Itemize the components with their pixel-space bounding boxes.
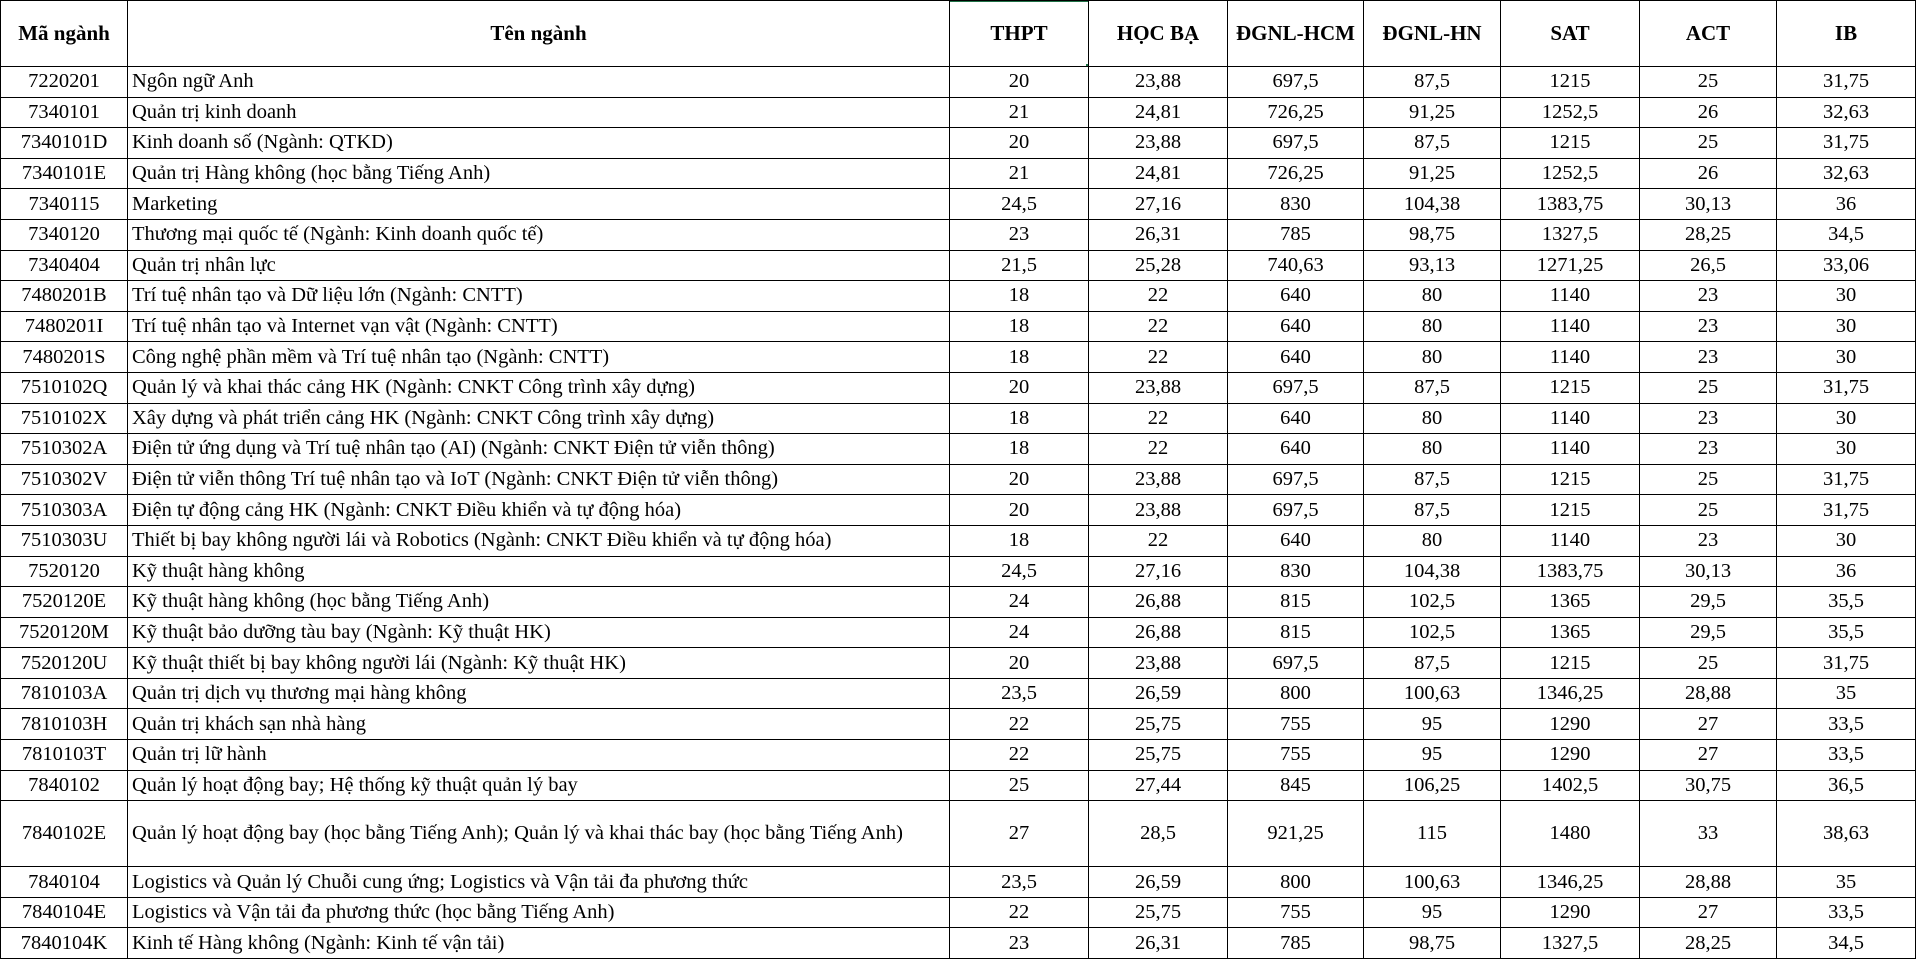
major-name-cell[interactable]: Logistics và Quản lý Chuỗi cung ứng; Logistics và Vận tải đa phương thức [128, 867, 950, 898]
dgnl-hcm-score-cell[interactable]: 726,25 [1228, 158, 1364, 189]
table-row [1, 464, 1916, 495]
thpt-score-cell[interactable]: 21,5 [950, 250, 1089, 281]
major-code-cell[interactable]: 7520120M [1, 617, 128, 648]
major-name-cell[interactable]: Quản trị lữ hành [128, 740, 950, 771]
dgnl-hcm-score-cell[interactable]: 845 [1228, 770, 1364, 801]
major-name-cell[interactable]: Kỹ thuật hàng không (học bằng Tiếng Anh) [128, 587, 950, 618]
dgnl-hn-score-cell[interactable]: 87,5 [1364, 464, 1501, 495]
act-score-cell[interactable]: 30,13 [1640, 189, 1777, 220]
thpt-score-cell[interactable]: 24 [950, 587, 1089, 618]
sat-score-cell[interactable]: 1365 [1501, 617, 1640, 648]
hoc-ba-score-cell[interactable]: 24,81 [1089, 158, 1228, 189]
thpt-score-cell[interactable]: 20 [950, 648, 1089, 679]
ib-score-cell[interactable]: 34,5 [1777, 219, 1916, 250]
ib-score-cell[interactable]: 35 [1777, 867, 1916, 898]
sat-score-cell[interactable]: 1290 [1501, 709, 1640, 740]
major-code-cell[interactable]: 7510303U [1, 525, 128, 556]
act-score-cell[interactable]: 23 [1640, 403, 1777, 434]
major-code-cell[interactable]: 7520120E [1, 587, 128, 618]
major-code-cell[interactable]: 7480201I [1, 311, 128, 342]
act-score-cell[interactable]: 25 [1640, 67, 1777, 98]
table-row [1, 770, 1916, 801]
act-score-cell[interactable]: 25 [1640, 495, 1777, 526]
act-score-cell[interactable]: 26,5 [1640, 250, 1777, 281]
major-name-cell[interactable]: Ngôn ngữ Anh [128, 67, 950, 98]
hoc-ba-score-cell[interactable]: 22 [1089, 434, 1228, 465]
ib-score-cell[interactable]: 30 [1777, 525, 1916, 556]
thpt-score-cell[interactable]: 21 [950, 158, 1089, 189]
table-row [1, 342, 1916, 373]
hoc-ba-score-cell[interactable]: 23,88 [1089, 464, 1228, 495]
major-name-cell[interactable]: Xây dựng và phát triển cảng HK (Ngành: CNKT Công trình xây dựng) [128, 403, 950, 434]
dgnl-hn-score-cell[interactable]: 98,75 [1364, 928, 1501, 959]
hoc-ba-score-cell[interactable]: 23,88 [1089, 648, 1228, 679]
act-score-cell[interactable]: 23 [1640, 342, 1777, 373]
dgnl-hn-score-cell[interactable]: 104,38 [1364, 189, 1501, 220]
table-row [1, 372, 1916, 403]
ib-score-cell[interactable]: 30 [1777, 281, 1916, 312]
header-ib[interactable]: IB [1777, 1, 1916, 67]
sat-score-cell[interactable]: 1215 [1501, 372, 1640, 403]
sat-score-cell[interactable]: 1215 [1501, 128, 1640, 159]
thpt-score-cell[interactable]: 25 [950, 770, 1089, 801]
sat-score-cell[interactable]: 1290 [1501, 740, 1640, 771]
table-row [1, 928, 1916, 959]
major-code-cell[interactable]: 7840104 [1, 867, 128, 898]
dgnl-hcm-score-cell[interactable]: 755 [1228, 709, 1364, 740]
table-body [1, 67, 1916, 959]
table-row [1, 250, 1916, 281]
sat-score-cell[interactable]: 1215 [1501, 495, 1640, 526]
ib-score-cell[interactable]: 36 [1777, 189, 1916, 220]
sat-score-cell[interactable]: 1140 [1501, 342, 1640, 373]
dgnl-hn-score-cell[interactable]: 102,5 [1364, 587, 1501, 618]
major-name-cell[interactable]: Kinh tế Hàng không (Ngành: Kinh tế vận tải) [128, 928, 950, 959]
table-row [1, 525, 1916, 556]
major-name-cell[interactable]: Quản trị kinh doanh [128, 97, 950, 128]
dgnl-hn-score-cell[interactable]: 80 [1364, 281, 1501, 312]
act-score-cell[interactable]: 25 [1640, 648, 1777, 679]
sat-score-cell[interactable]: 1365 [1501, 587, 1640, 618]
major-code-cell[interactable]: 7810103T [1, 740, 128, 771]
table-row [1, 311, 1916, 342]
act-score-cell[interactable]: 26 [1640, 97, 1777, 128]
hoc-ba-score-cell[interactable]: 27,16 [1089, 189, 1228, 220]
dgnl-hn-score-cell[interactable]: 87,5 [1364, 495, 1501, 526]
dgnl-hcm-score-cell[interactable]: 815 [1228, 587, 1364, 618]
dgnl-hcm-score-cell[interactable]: 640 [1228, 342, 1364, 373]
ib-score-cell[interactable]: 38,63 [1777, 801, 1916, 867]
major-name-cell[interactable]: Logistics và Vận tải đa phương thức (học bằng Tiếng Anh) [128, 897, 950, 928]
table-row [1, 495, 1916, 526]
act-score-cell[interactable]: 28,25 [1640, 928, 1777, 959]
sat-score-cell[interactable]: 1383,75 [1501, 189, 1640, 220]
major-code-cell[interactable]: 7510102Q [1, 372, 128, 403]
sat-score-cell[interactable]: 1140 [1501, 311, 1640, 342]
hoc-ba-score-cell[interactable]: 28,5 [1089, 801, 1228, 867]
act-score-cell[interactable]: 30,13 [1640, 556, 1777, 587]
dgnl-hn-score-cell[interactable]: 102,5 [1364, 617, 1501, 648]
act-score-cell[interactable]: 33 [1640, 801, 1777, 867]
ib-score-cell[interactable]: 34,5 [1777, 928, 1916, 959]
hoc-ba-score-cell[interactable]: 23,88 [1089, 495, 1228, 526]
dgnl-hn-score-cell[interactable]: 80 [1364, 434, 1501, 465]
sat-score-cell[interactable]: 1290 [1501, 897, 1640, 928]
hoc-ba-score-cell[interactable]: 22 [1089, 403, 1228, 434]
dgnl-hcm-score-cell[interactable]: 640 [1228, 525, 1364, 556]
dgnl-hcm-score-cell[interactable]: 830 [1228, 189, 1364, 220]
major-code-cell[interactable]: 7810103A [1, 678, 128, 709]
thpt-score-cell[interactable]: 23 [950, 928, 1089, 959]
hoc-ba-score-cell[interactable]: 26,31 [1089, 219, 1228, 250]
ib-score-cell[interactable]: 36,5 [1777, 770, 1916, 801]
hoc-ba-score-cell[interactable]: 26,88 [1089, 587, 1228, 618]
header-act[interactable]: ACT [1640, 1, 1777, 67]
hoc-ba-score-cell[interactable]: 22 [1089, 281, 1228, 312]
sat-score-cell[interactable]: 1140 [1501, 403, 1640, 434]
thpt-score-cell[interactable]: 22 [950, 897, 1089, 928]
thpt-score-cell[interactable]: 18 [950, 342, 1089, 373]
table-row [1, 434, 1916, 465]
dgnl-hn-score-cell[interactable]: 106,25 [1364, 770, 1501, 801]
major-name-cell[interactable]: Trí tuệ nhân tạo và Internet vạn vật (Ngành: CNTT) [128, 311, 950, 342]
major-code-cell[interactable]: 7810103H [1, 709, 128, 740]
ib-score-cell[interactable]: 30 [1777, 403, 1916, 434]
sat-score-cell[interactable]: 1140 [1501, 281, 1640, 312]
dgnl-hcm-score-cell[interactable]: 640 [1228, 403, 1364, 434]
dgnl-hcm-score-cell[interactable]: 755 [1228, 740, 1364, 771]
dgnl-hcm-score-cell[interactable]: 697,5 [1228, 128, 1364, 159]
hoc-ba-score-cell[interactable]: 25,75 [1089, 709, 1228, 740]
act-score-cell[interactable]: 28,25 [1640, 219, 1777, 250]
dgnl-hn-score-cell[interactable]: 80 [1364, 403, 1501, 434]
sat-score-cell[interactable]: 1140 [1501, 525, 1640, 556]
table-row [1, 867, 1916, 898]
dgnl-hcm-score-cell[interactable]: 755 [1228, 897, 1364, 928]
dgnl-hn-score-cell[interactable]: 91,25 [1364, 97, 1501, 128]
sat-score-cell[interactable]: 1383,75 [1501, 556, 1640, 587]
thpt-score-cell[interactable]: 20 [950, 128, 1089, 159]
dgnl-hn-score-cell[interactable]: 87,5 [1364, 128, 1501, 159]
ib-score-cell[interactable]: 31,75 [1777, 464, 1916, 495]
thpt-score-cell[interactable]: 20 [950, 495, 1089, 526]
hoc-ba-score-cell[interactable]: 22 [1089, 525, 1228, 556]
hoc-ba-score-cell[interactable]: 22 [1089, 311, 1228, 342]
table-row [1, 587, 1916, 618]
hoc-ba-score-cell[interactable]: 23,88 [1089, 67, 1228, 98]
thpt-score-cell[interactable]: 18 [950, 434, 1089, 465]
thpt-score-cell[interactable]: 24,5 [950, 556, 1089, 587]
hoc-ba-score-cell[interactable]: 23,88 [1089, 372, 1228, 403]
table-row [1, 158, 1916, 189]
major-name-cell[interactable]: Kỹ thuật bảo dưỡng tàu bay (Ngành: Kỹ thuật HK) [128, 617, 950, 648]
dgnl-hcm-score-cell[interactable]: 785 [1228, 928, 1364, 959]
ib-score-cell[interactable]: 35,5 [1777, 587, 1916, 618]
thpt-score-cell[interactable]: 18 [950, 525, 1089, 556]
dgnl-hn-score-cell[interactable]: 98,75 [1364, 219, 1501, 250]
ib-score-cell[interactable]: 36 [1777, 556, 1916, 587]
hoc-ba-score-cell[interactable]: 26,59 [1089, 678, 1228, 709]
major-code-cell[interactable]: 7520120 [1, 556, 128, 587]
header-ma-nganh[interactable]: Mã ngành [1, 1, 128, 67]
major-name-cell[interactable]: Điện tử ứng dụng và Trí tuệ nhân tạo (AI) (Ngành: CNKT Điện tử viễn thông) [128, 434, 950, 465]
header-thpt[interactable]: THPT [950, 1, 1089, 67]
act-score-cell[interactable]: 30,75 [1640, 770, 1777, 801]
dgnl-hn-score-cell[interactable]: 95 [1364, 709, 1501, 740]
header-dgnl-hcm[interactable]: ĐGNL-HCM [1228, 1, 1364, 67]
act-score-cell[interactable]: 29,5 [1640, 617, 1777, 648]
sat-score-cell[interactable]: 1215 [1501, 464, 1640, 495]
hoc-ba-score-cell[interactable]: 27,44 [1089, 770, 1228, 801]
table-row [1, 219, 1916, 250]
dgnl-hn-score-cell[interactable]: 100,63 [1364, 678, 1501, 709]
sat-score-cell[interactable]: 1215 [1501, 648, 1640, 679]
thpt-score-cell[interactable]: 20 [950, 464, 1089, 495]
header-ten-nganh[interactable]: Tên ngành [128, 1, 950, 67]
major-name-cell[interactable]: Điện tử viễn thông Trí tuệ nhân tạo và IoT (Ngành: CNKT Điện tử viễn thông) [128, 464, 950, 495]
major-code-cell[interactable]: 7340404 [1, 250, 128, 281]
act-score-cell[interactable]: 23 [1640, 525, 1777, 556]
thpt-score-cell[interactable]: 22 [950, 709, 1089, 740]
act-score-cell[interactable]: 29,5 [1640, 587, 1777, 618]
hoc-ba-score-cell[interactable]: 22 [1089, 342, 1228, 373]
dgnl-hn-score-cell[interactable]: 80 [1364, 525, 1501, 556]
major-name-cell[interactable]: Kinh doanh số (Ngành: QTKD) [128, 128, 950, 159]
ib-score-cell[interactable]: 32,63 [1777, 97, 1916, 128]
table-row [1, 678, 1916, 709]
sat-score-cell[interactable]: 1271,25 [1501, 250, 1640, 281]
thpt-score-cell[interactable]: 24,5 [950, 189, 1089, 220]
act-score-cell[interactable]: 25 [1640, 464, 1777, 495]
hoc-ba-score-cell[interactable]: 25,75 [1089, 740, 1228, 771]
major-name-cell[interactable]: Thiết bị bay không người lái và Robotics (Ngành: CNKT Điều khiển và tự động hóa) [128, 525, 950, 556]
act-score-cell[interactable]: 25 [1640, 372, 1777, 403]
hoc-ba-score-cell[interactable]: 25,28 [1089, 250, 1228, 281]
dgnl-hcm-score-cell[interactable]: 800 [1228, 678, 1364, 709]
table-row [1, 648, 1916, 679]
act-score-cell[interactable]: 25 [1640, 128, 1777, 159]
table-row [1, 281, 1916, 312]
ib-score-cell[interactable]: 31,75 [1777, 128, 1916, 159]
dgnl-hn-score-cell[interactable]: 95 [1364, 897, 1501, 928]
major-name-cell[interactable]: Quản trị Hàng không (học bằng Tiếng Anh) [128, 158, 950, 189]
major-code-cell[interactable]: 7510102X [1, 403, 128, 434]
major-code-cell[interactable]: 7840104K [1, 928, 128, 959]
thpt-score-cell[interactable]: 23,5 [950, 867, 1089, 898]
dgnl-hn-score-cell[interactable]: 87,5 [1364, 67, 1501, 98]
act-score-cell[interactable]: 23 [1640, 311, 1777, 342]
ib-score-cell[interactable]: 30 [1777, 342, 1916, 373]
major-name-cell[interactable]: Điện tự động cảng HK (Ngành: CNKT Điều khiển và tự động hóa) [128, 495, 950, 526]
dgnl-hcm-score-cell[interactable]: 697,5 [1228, 67, 1364, 98]
major-code-cell[interactable]: 7340120 [1, 219, 128, 250]
header-dgnl-hn[interactable]: ĐGNL-HN [1364, 1, 1501, 67]
table-row [1, 403, 1916, 434]
dgnl-hcm-score-cell[interactable]: 830 [1228, 556, 1364, 587]
hoc-ba-score-cell[interactable]: 26,31 [1089, 928, 1228, 959]
table-row [1, 801, 1916, 867]
act-score-cell[interactable]: 28,88 [1640, 678, 1777, 709]
ib-score-cell[interactable]: 32,63 [1777, 158, 1916, 189]
ib-score-cell[interactable]: 33,5 [1777, 897, 1916, 928]
sat-score-cell[interactable]: 1480 [1501, 801, 1640, 867]
act-score-cell[interactable]: 28,88 [1640, 867, 1777, 898]
header-hoc-ba[interactable]: HỌC BẠ [1089, 1, 1228, 67]
major-code-cell[interactable]: 7520120U [1, 648, 128, 679]
ib-score-cell[interactable]: 31,75 [1777, 372, 1916, 403]
dgnl-hcm-score-cell[interactable]: 921,25 [1228, 801, 1364, 867]
dgnl-hcm-score-cell[interactable]: 800 [1228, 867, 1364, 898]
dgnl-hn-score-cell[interactable]: 95 [1364, 740, 1501, 771]
hoc-ba-score-cell[interactable]: 26,59 [1089, 867, 1228, 898]
thpt-score-cell[interactable]: 18 [950, 311, 1089, 342]
hoc-ba-score-cell[interactable]: 27,16 [1089, 556, 1228, 587]
major-name-cell[interactable]: Kỹ thuật hàng không [128, 556, 950, 587]
act-score-cell[interactable]: 23 [1640, 281, 1777, 312]
act-score-cell[interactable]: 23 [1640, 434, 1777, 465]
major-name-cell[interactable]: Quản lý hoạt động bay (học bằng Tiếng Anh); Quản lý và khai thác bay (học bằng Tiếng Anh) [128, 801, 950, 867]
ib-score-cell[interactable]: 33,06 [1777, 250, 1916, 281]
dgnl-hcm-score-cell[interactable]: 640 [1228, 434, 1364, 465]
sat-score-cell[interactable]: 1140 [1501, 434, 1640, 465]
ib-score-cell[interactable]: 30 [1777, 434, 1916, 465]
dgnl-hcm-score-cell[interactable]: 697,5 [1228, 648, 1364, 679]
major-code-cell[interactable]: 7340115 [1, 189, 128, 220]
major-code-cell[interactable]: 7840102E [1, 801, 128, 867]
header-row [1, 1, 1916, 67]
major-name-cell[interactable]: Quản lý hoạt động bay; Hệ thống kỹ thuật quản lý bay [128, 770, 950, 801]
sat-score-cell[interactable]: 1346,25 [1501, 678, 1640, 709]
major-code-cell[interactable]: 7840102 [1, 770, 128, 801]
sat-score-cell[interactable]: 1252,5 [1501, 158, 1640, 189]
table-row [1, 128, 1916, 159]
dgnl-hn-score-cell[interactable]: 91,25 [1364, 158, 1501, 189]
thpt-score-cell[interactable]: 18 [950, 281, 1089, 312]
act-score-cell[interactable]: 27 [1640, 740, 1777, 771]
sat-score-cell[interactable]: 1402,5 [1501, 770, 1640, 801]
act-score-cell[interactable]: 27 [1640, 897, 1777, 928]
major-code-cell[interactable]: 7510302V [1, 464, 128, 495]
dgnl-hcm-score-cell[interactable]: 785 [1228, 219, 1364, 250]
major-code-cell[interactable]: 7340101E [1, 158, 128, 189]
thpt-score-cell[interactable]: 23,5 [950, 678, 1089, 709]
dgnl-hn-score-cell[interactable]: 87,5 [1364, 372, 1501, 403]
thpt-score-cell[interactable]: 20 [950, 372, 1089, 403]
major-code-cell[interactable]: 7340101D [1, 128, 128, 159]
ib-score-cell[interactable]: 31,75 [1777, 67, 1916, 98]
major-code-cell[interactable]: 7480201B [1, 281, 128, 312]
thpt-score-cell[interactable]: 21 [950, 97, 1089, 128]
act-score-cell[interactable]: 26 [1640, 158, 1777, 189]
table-row [1, 97, 1916, 128]
dgnl-hcm-score-cell[interactable]: 640 [1228, 281, 1364, 312]
hoc-ba-score-cell[interactable]: 23,88 [1089, 128, 1228, 159]
major-code-cell[interactable]: 7340101 [1, 97, 128, 128]
table-row [1, 617, 1916, 648]
table-row [1, 67, 1916, 98]
thpt-score-cell[interactable]: 18 [950, 403, 1089, 434]
dgnl-hn-score-cell[interactable]: 80 [1364, 342, 1501, 373]
sat-score-cell[interactable]: 1215 [1501, 67, 1640, 98]
table-row [1, 189, 1916, 220]
major-name-cell[interactable]: Công nghệ phần mềm và Trí tuệ nhân tạo (Ngành: CNTT) [128, 342, 950, 373]
thpt-score-cell[interactable]: 24 [950, 617, 1089, 648]
major-name-cell[interactable]: Quản trị khách sạn nhà hàng [128, 709, 950, 740]
dgnl-hcm-score-cell[interactable]: 726,25 [1228, 97, 1364, 128]
act-score-cell[interactable]: 27 [1640, 709, 1777, 740]
dgnl-hn-score-cell[interactable]: 80 [1364, 311, 1501, 342]
ib-score-cell[interactable]: 31,75 [1777, 648, 1916, 679]
dgnl-hcm-score-cell[interactable]: 740,63 [1228, 250, 1364, 281]
major-name-cell[interactable]: Thương mại quốc tế (Ngành: Kinh doanh quốc tế) [128, 219, 950, 250]
ib-score-cell[interactable]: 35,5 [1777, 617, 1916, 648]
major-code-cell[interactable]: 7510302A [1, 434, 128, 465]
hoc-ba-score-cell[interactable]: 26,88 [1089, 617, 1228, 648]
dgnl-hcm-score-cell[interactable]: 697,5 [1228, 372, 1364, 403]
dgnl-hn-score-cell[interactable]: 115 [1364, 801, 1501, 867]
ib-score-cell[interactable]: 30 [1777, 311, 1916, 342]
ib-score-cell[interactable]: 35 [1777, 678, 1916, 709]
major-name-cell[interactable]: Marketing [128, 189, 950, 220]
major-name-cell[interactable]: Trí tuệ nhân tạo và Dữ liệu lớn (Ngành: CNTT) [128, 281, 950, 312]
dgnl-hcm-score-cell[interactable]: 815 [1228, 617, 1364, 648]
dgnl-hn-score-cell[interactable]: 100,63 [1364, 867, 1501, 898]
thpt-score-cell[interactable]: 20 [950, 67, 1089, 98]
major-name-cell[interactable]: Quản trị nhân lực [128, 250, 950, 281]
thpt-score-cell[interactable]: 22 [950, 740, 1089, 771]
major-name-cell[interactable]: Quản lý và khai thác cảng HK (Ngành: CNKT Công trình xây dựng) [128, 372, 950, 403]
header-sat[interactable]: SAT [1501, 1, 1640, 67]
sat-score-cell[interactable]: 1252,5 [1501, 97, 1640, 128]
major-code-cell[interactable]: 7220201 [1, 67, 128, 98]
table-row [1, 556, 1916, 587]
table-row [1, 740, 1916, 771]
ib-score-cell[interactable]: 31,75 [1777, 495, 1916, 526]
dgnl-hn-score-cell[interactable]: 87,5 [1364, 648, 1501, 679]
hoc-ba-score-cell[interactable]: 25,75 [1089, 897, 1228, 928]
sat-score-cell[interactable]: 1346,25 [1501, 867, 1640, 898]
thpt-score-cell[interactable]: 27 [950, 801, 1089, 867]
major-code-cell[interactable]: 7510303A [1, 495, 128, 526]
ib-score-cell[interactable]: 33,5 [1777, 709, 1916, 740]
hoc-ba-score-cell[interactable]: 24,81 [1089, 97, 1228, 128]
major-name-cell[interactable]: Kỹ thuật thiết bị bay không người lái (Ngành: Kỹ thuật HK) [128, 648, 950, 679]
dgnl-hcm-score-cell[interactable]: 640 [1228, 311, 1364, 342]
dgnl-hcm-score-cell[interactable]: 697,5 [1228, 464, 1364, 495]
sat-score-cell[interactable]: 1327,5 [1501, 219, 1640, 250]
major-code-cell[interactable]: 7840104E [1, 897, 128, 928]
ib-score-cell[interactable]: 33,5 [1777, 740, 1916, 771]
dgnl-hn-score-cell[interactable]: 93,13 [1364, 250, 1501, 281]
table-row [1, 709, 1916, 740]
dgnl-hn-score-cell[interactable]: 104,38 [1364, 556, 1501, 587]
major-name-cell[interactable]: Quản trị dịch vụ thương mại hàng không [128, 678, 950, 709]
dgnl-hcm-score-cell[interactable]: 697,5 [1228, 495, 1364, 526]
sat-score-cell[interactable]: 1327,5 [1501, 928, 1640, 959]
thpt-score-cell[interactable]: 23 [950, 219, 1089, 250]
major-code-cell[interactable]: 7480201S [1, 342, 128, 373]
table-row [1, 897, 1916, 928]
